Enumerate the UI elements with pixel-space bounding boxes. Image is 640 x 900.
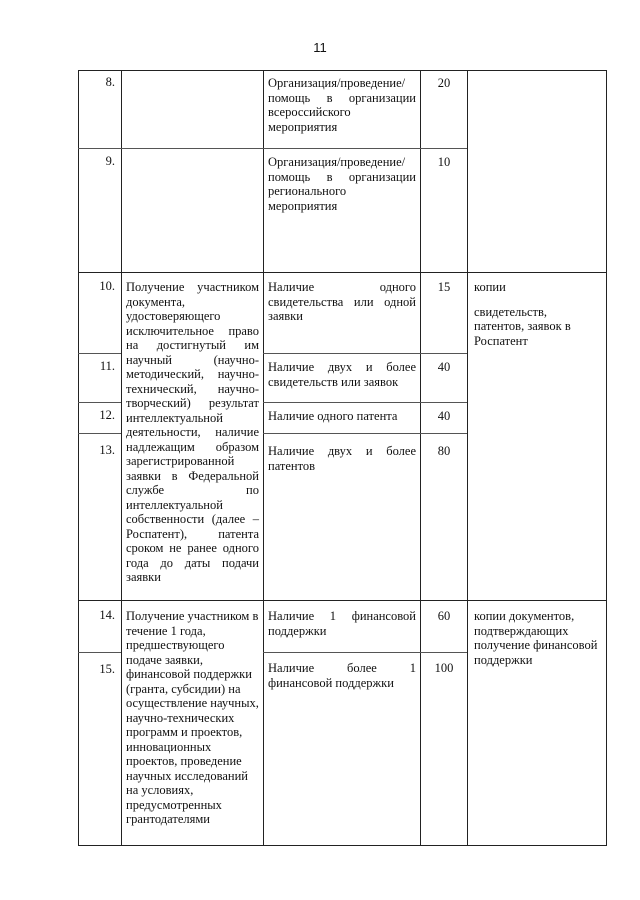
row-13-indicator: Наличие двух и более патентов xyxy=(268,444,416,473)
row-15-points: 100 xyxy=(434,661,454,675)
row-15-number: 15. xyxy=(99,662,115,676)
row-11-points: 40 xyxy=(437,360,451,374)
row-9-number: 9. xyxy=(105,154,115,168)
group-1-documents-line2: свидетельств, патентов, заявок в Роспатент xyxy=(474,304,571,348)
row-11-number: 11. xyxy=(99,359,115,373)
row-10-number: 10. xyxy=(99,279,115,293)
row-8-number: 8. xyxy=(105,75,115,89)
row-14-points: 60 xyxy=(437,609,451,623)
row-10-indicator: Наличие одного свидетельства или одной заявки xyxy=(268,280,416,323)
row-11-indicator: Наличие двух и более свидетельств или заявок xyxy=(268,360,416,389)
row-12-indicator: Наличие одного патента xyxy=(268,409,398,423)
row-8-indicator: Организация/проведение/ помощь в организации всероссийского мероприятия xyxy=(268,76,416,134)
row-10-points: 15 xyxy=(437,280,451,294)
row-14-indicator: Наличие 1 финансовой поддержки xyxy=(268,609,416,638)
row-8-points: 20 xyxy=(437,76,451,90)
group-2-criterion: Получение участником в течение 1 года, предшествующего подаче заявки, финансовой поддержки (гранта, субсидии) на осуществление научных, научно-технических программ и проектов, инновационных проектов, проведение научных исследований на условиях, предусмотренных грантодателями xyxy=(126,609,259,826)
row-13-points: 80 xyxy=(437,444,451,458)
row-9-points: 10 xyxy=(437,155,451,169)
group-2-documents: копии документов, подтверждающих получение финансовой поддержки xyxy=(474,609,598,667)
row-14-number: 14. xyxy=(99,608,115,622)
page-number: 11 xyxy=(313,40,327,55)
row-12-number: 12. xyxy=(99,408,115,422)
row-13-number: 13. xyxy=(99,443,115,457)
row-12-points: 40 xyxy=(437,409,451,423)
group-1-documents xyxy=(468,276,606,348)
row-15-indicator: Наличие более 1 финансовой поддержки xyxy=(268,661,416,690)
group-1-criterion: Получение участником документа, удостоверяющего исключительное право на достигнутый им научный (научно-методический, научно-технический, научно-творческий) результат интеллектуальной деятельности, наличие надлежащим образом зарегистрированной заявки в Федеральной службе по интеллектуальной собственности (далее – Роспатент), патента сроком не ранее одного года до даты подачи заявки xyxy=(126,280,259,584)
group-1-documents-line1: копии xyxy=(474,280,506,294)
row-9-indicator: Организация/проведение/ помощь в организации регионального мероприятия xyxy=(268,155,416,213)
